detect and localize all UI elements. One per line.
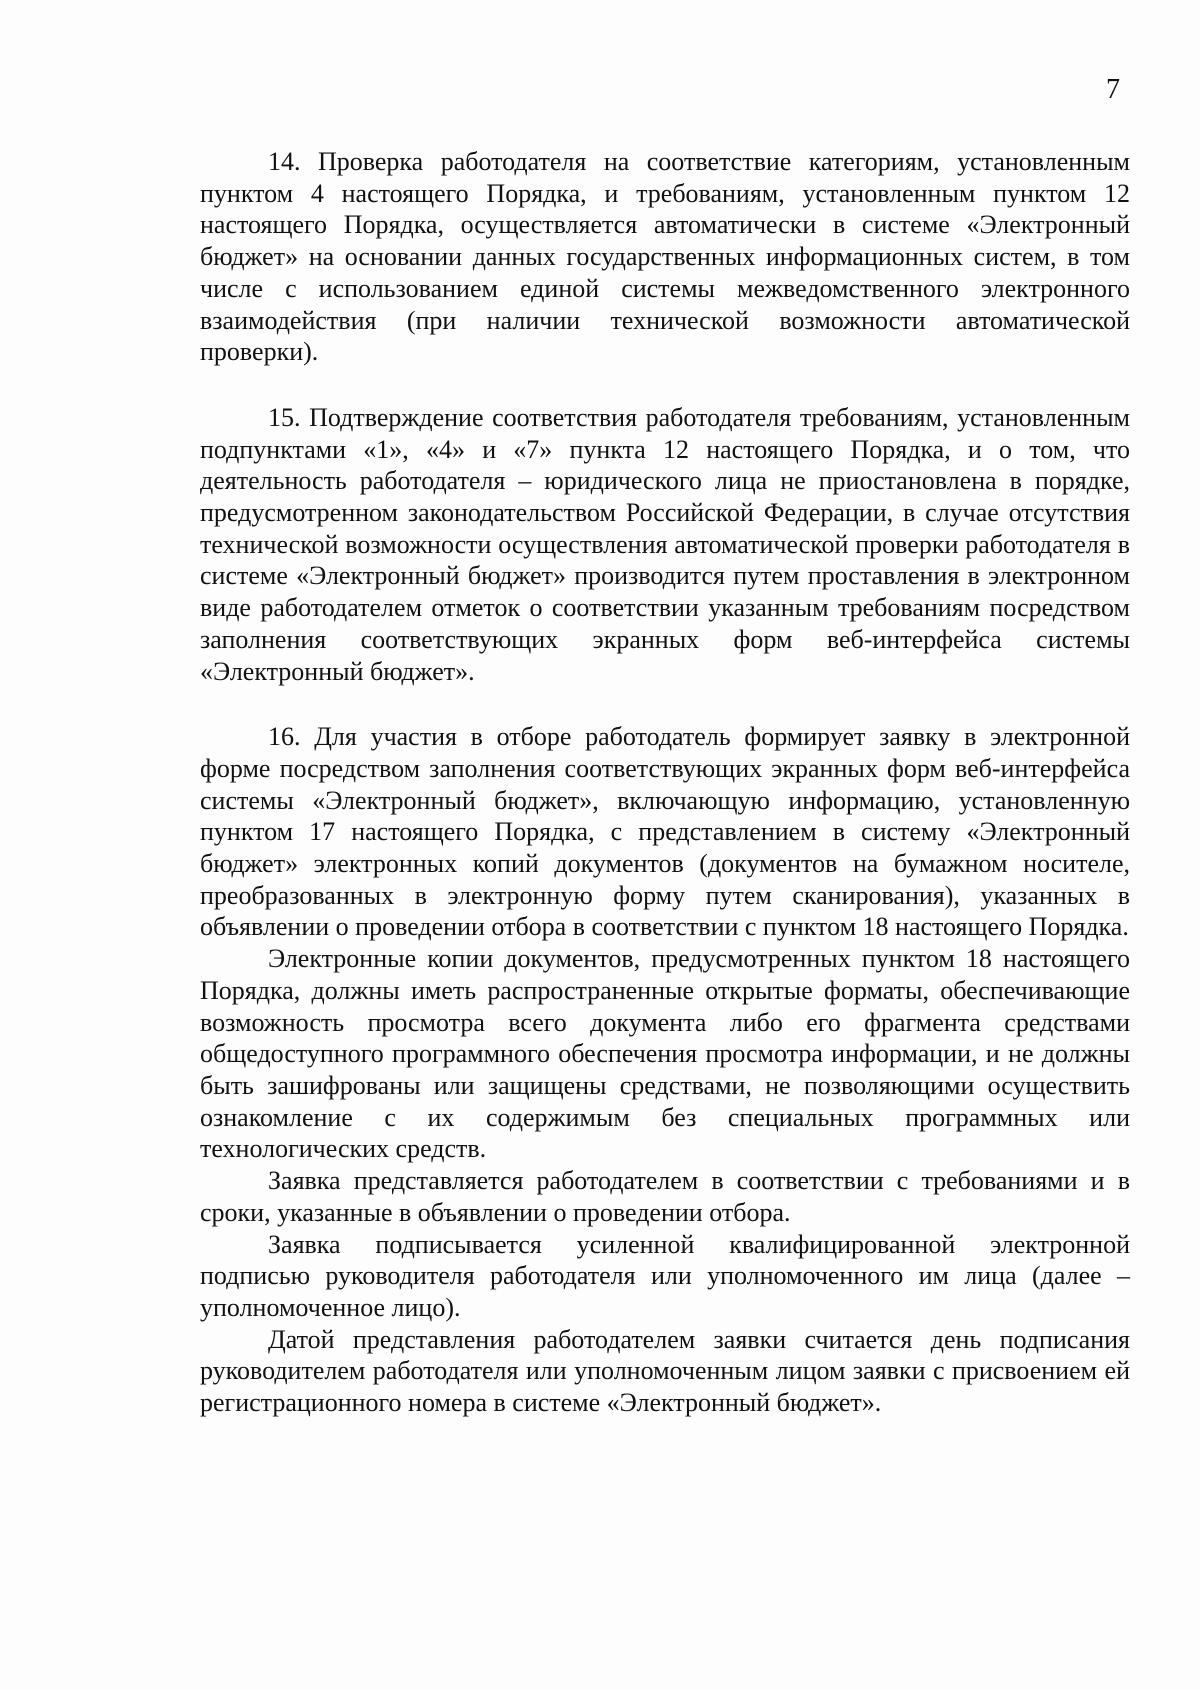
paragraph-15: 15. Подтверждение соответствия работодателя требованиям, установленным подпунктами «1», «4» и «7» пункта 12 настоящего Порядка, и о том, что деятельность работодателя – юридического лица не приостановлена в порядке, предусмотренном законодательством Российской Федерации, в случае отсутствия технической возможности осуществления автоматической проверки работодателя в системе «Электронный бюджет» производится путем проставления в электронном виде работодателем отметок о соответствии указанным требованиям посредством заполнения соответствующих экранных форм веб-интерфейса системы «Электронный бюджет». [200,402,1130,686]
paragraph-14: 14. Проверка работодателя на соответствие категориям, установленным пунктом 4 настоящего Порядка, и требованиям, установленным пунктом 12 настоящего Порядка, осуществляется автоматически в системе «Электронный бюджет» на основании данных государственных информационных систем, в том числе с использованием единой системы межведомственного электронного взаимодействия (при наличии технической возможности автоматической проверки). [200,147,1130,367]
page-number: 7 [1106,74,1120,105]
paragraph-16: 16. Для участия в отборе работодатель формирует заявку в электронной форме посредством заполнения соответствующих экранных форм веб-интерфейса системы «Электронный бюджет», включающую информацию, установленную пунктом 17 настоящего Порядка, с представлением в систему «Электронный бюджет» электронных копий документов (документов на бумажном носителе, преобразованных в электронную форму путем сканирования), указанных в объявлении о проведении отбора в соответствии с пунктом 18 настоящего Порядка. [200,722,1130,942]
paragraph-16-submission-terms: Заявка представляется работодателем в соответствии с требованиями и в сроки, указанные в объявлении о проведении отбора. [200,1166,1130,1227]
paragraph-16-electronic-copies: Электронные копии документов, предусмотренных пунктом 18 настоящего Порядка, должны иметь распространенные открытые форматы, обеспечивающие возможность просмотра всего документа либо его фрагмента средствами общедоступного программного обеспечения просмотра информации, и не должны быть зашифрованы или защищены средствами, не позволяющими осуществить ознакомление с их содержимым без специальных программных или технологических средств. [200,944,1130,1164]
document-body [200,146,1130,1419]
paragraph-16-submission-date: Датой представления работодателем заявки считается день подписания руководителем работодателя или уполномоченным лицом заявки с присвоением ей регистрационного номера в системе «Электронный бюджет». [200,1324,1130,1418]
paragraph-16-signature: Заявка подписывается усиленной квалифицированной электронной подписью руководителя работодателя или уполномоченного им лица (далее – уполномоченное лицо). [200,1229,1130,1322]
